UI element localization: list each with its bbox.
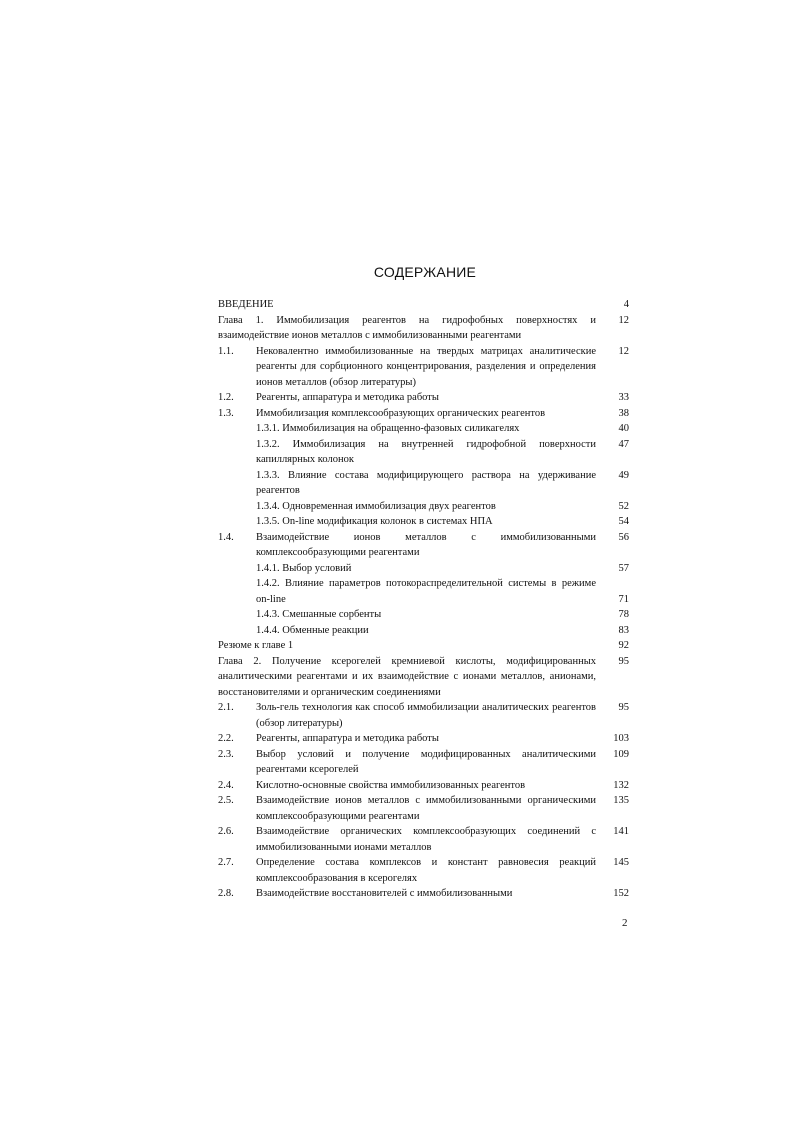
toc-entry-page: 47 <box>618 438 629 450</box>
toc-entry-number: 2.6. <box>218 826 234 837</box>
toc-entry-title: Кислотно-основные свойства иммобилизованных реагентов <box>256 779 526 791</box>
toc-entry-page: 56 <box>618 531 629 543</box>
toc-entry-title: 1.3.5. On-line модификация колонок в системах НПА <box>256 516 493 527</box>
toc-entry <box>218 421 629 437</box>
toc-entry-title: 1.3.1. Иммобилизация на обращенно-фазовых силикагелях <box>256 423 520 434</box>
toc-entry <box>218 576 629 607</box>
toc-entry-title: 1.3.4. Одновременная иммобилизация двух реагентов <box>256 500 496 512</box>
toc-entry-title: Глава 2. Получение ксерогелей кремниевой кислоты, модифицированных аналитическими реагентами и их взаимодействие с ионами металлов, анионами, восстановителями и органическим соединениями <box>218 655 596 698</box>
toc-entry <box>218 654 629 701</box>
toc-entry-page: 54 <box>618 516 629 527</box>
toc-entry <box>218 886 629 902</box>
toc-entry-number: 2.7. <box>218 857 234 868</box>
toc-entry-page: 92 <box>618 640 629 651</box>
toc-entry-title: 1.4.1. Выбор условий <box>256 562 352 574</box>
toc-entry <box>218 530 629 561</box>
toc-entry-page: 71 <box>618 593 629 605</box>
toc-entry-title: Золь-гель технология как способ иммобилизации аналитических реагентов (обзор литературы) <box>256 702 596 729</box>
toc-entry <box>218 793 629 824</box>
toc-entry-title: Определение состава комплексов и констант равновесия реакций комплексообразования в ксерогелях <box>256 857 596 884</box>
toc-entry-page: 33 <box>618 392 629 403</box>
toc-entry-page: 95 <box>618 655 629 667</box>
toc-entry-title: Взаимодействие ионов металлов с иммобилизованными органическими комплексообразующими реагентами <box>256 795 596 822</box>
toc-entry <box>218 390 629 406</box>
toc-entry-title: 1.4.2. Влияние параметров потокораспределительной системы в режиме on-line <box>256 578 596 605</box>
page-title: СОДЕРЖАНИЕ <box>373 264 477 280</box>
toc-entry-page: 40 <box>618 423 629 434</box>
toc-entry-page: 141 <box>613 826 629 837</box>
toc-entry-title: 1.3.3. Влияние состава модифицирующего раствора на удерживание реагентов <box>256 469 596 496</box>
toc-entry <box>218 313 629 344</box>
toc-entry-page: 95 <box>618 702 629 713</box>
toc-entry <box>218 344 629 391</box>
toc-entry-number: 1.2. <box>218 392 234 403</box>
toc-entry <box>218 297 629 313</box>
toc-entry-number: 2.3. <box>218 748 234 760</box>
toc-entry-number: 2.8. <box>218 888 234 899</box>
toc-entry-page: 78 <box>618 609 629 620</box>
toc-entry-number: 1.1. <box>218 345 234 357</box>
toc-entry-title: 1.4.3. Смешанные сорбенты <box>256 609 382 620</box>
toc-entry-title: Резюме к главе 1 <box>218 640 294 651</box>
toc-entry-page: 57 <box>618 562 629 574</box>
toc-entry-page: 12 <box>618 345 629 357</box>
toc-entry <box>218 824 629 855</box>
toc-entry-page: 38 <box>618 407 629 419</box>
toc-entry <box>218 700 629 731</box>
table-of-contents <box>218 297 629 902</box>
toc-entry-page: 4 <box>623 299 629 310</box>
toc-entry-page: 145 <box>613 857 629 868</box>
toc-entry-number: 1.4. <box>218 531 234 543</box>
toc-entry-title: ВВЕДЕНИЕ <box>218 299 274 310</box>
toc-entry <box>218 437 629 468</box>
toc-entry <box>218 607 629 623</box>
toc-entry-number: 1.3. <box>218 407 234 419</box>
toc-entry <box>218 406 629 422</box>
toc-entry-page: 132 <box>613 779 629 791</box>
toc-entry-page: 103 <box>613 733 629 744</box>
toc-entry <box>218 855 629 886</box>
toc-entry-title: Реагенты, аппаратура и методика работы <box>256 733 439 744</box>
toc-entry-title: Взаимодействие восстановителей с иммобилизованными <box>256 888 513 899</box>
toc-entry-number: 2.1. <box>218 702 234 713</box>
toc-entry <box>218 561 629 577</box>
toc-entry-title: Реагенты, аппаратура и методика работы <box>256 392 439 403</box>
toc-entry-title: Взаимодействие органических комплексообразующих соединений с иммобилизованными ионами металлов <box>256 826 596 853</box>
toc-entry <box>218 778 629 794</box>
toc-entry-title: Глава 1. Иммобилизация реагентов на гидрофобных поверхностях и взаимодействие ионов металлов с иммобилизованными реагентами <box>218 314 596 341</box>
toc-entry-page: 52 <box>618 500 629 512</box>
toc-entry <box>218 638 629 654</box>
toc-entry <box>218 514 629 530</box>
toc-entry <box>218 747 629 778</box>
toc-entry-page: 135 <box>613 795 629 806</box>
toc-entry-number: 2.4. <box>218 779 234 791</box>
toc-entry <box>218 731 629 747</box>
toc-entry-title: 1.4.4. Обменные реакции <box>256 624 369 636</box>
page-number: 2 <box>622 917 628 929</box>
toc-entry-title: Взаимодействие ионов металлов с иммобилизованными комплексообразующими реагентами <box>256 531 596 558</box>
toc-entry-title: Нековалентно иммобилизованные на твердых матрицах аналитические реагенты для сорбционного концентрирования, разделения и определения ионов металлов (обзор литературы) <box>256 345 596 388</box>
toc-entry-page: 49 <box>618 469 629 481</box>
toc-entry-page: 83 <box>618 624 629 636</box>
toc-entry-title: Выбор условий и получение модифицированных аналитическими реагентами ксерогелей <box>256 748 596 775</box>
toc-entry-number: 2.5. <box>218 795 234 806</box>
toc-entry-number: 2.2. <box>218 733 234 744</box>
toc-entry-title: Иммобилизация комплексообразующих органических реагентов <box>256 407 546 419</box>
toc-entry-page: 109 <box>613 748 629 760</box>
toc-entry-page: 152 <box>613 888 629 899</box>
toc-entry-title: 1.3.2. Иммобилизация на внутренней гидрофобной поверхности капиллярных колонок <box>256 438 596 465</box>
toc-entry <box>218 623 629 639</box>
toc-entry <box>218 499 629 515</box>
toc-entry-page: 12 <box>618 314 629 326</box>
toc-entry <box>218 468 629 499</box>
